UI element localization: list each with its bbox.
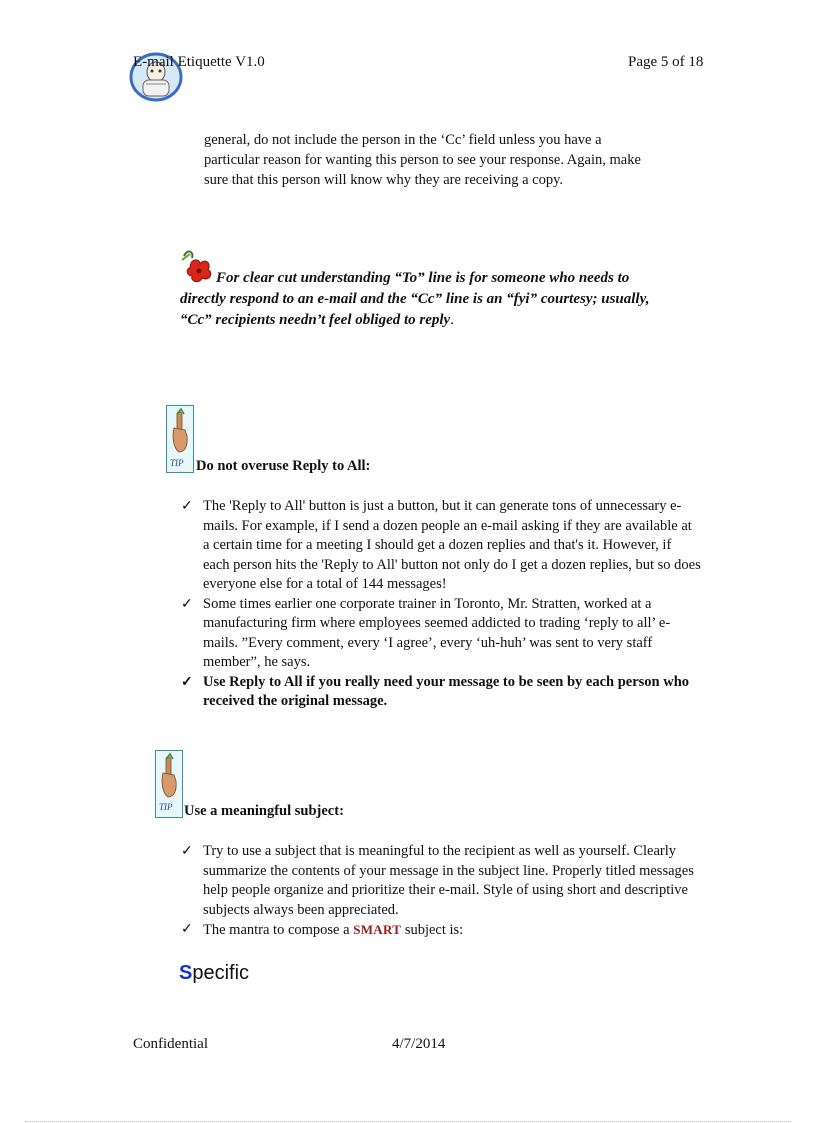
callout-line: For clear cut understanding “To” line is for someone who needs to — [216, 270, 630, 286]
reply-all-list — [181, 497, 701, 712]
smart-acronym: SMART — [353, 922, 402, 937]
callout-line: directly respond to an e-mail and the “Cc” line is an “fyi” courtesy; usually, — [180, 291, 650, 307]
subject-list — [181, 842, 701, 941]
page-boundary — [25, 1121, 791, 1122]
intro-line: sure that this person will know why they are receiving a copy. — [204, 172, 564, 188]
list-item: ✓ The 'Reply to All' button is just a button, but it can generate tons of unnecessary e-mails. For example, if I send a dozen people an e-mail asking if they are available at a certain time for a meeting I should get a dozen replies and that's it. However, if each person hits the 'Reply to All' button not only do I get a dozen replies, but so does everyone else for a total of 144 messages! — [181, 498, 701, 592]
tip-badge-label: TIP — [170, 458, 184, 468]
intro-paragraph — [204, 130, 724, 190]
footer-confidential: Confidential — [133, 1036, 208, 1052]
smart-word-specific: Specific — [179, 962, 250, 984]
list-item: ✓ The mantra to compose a SMART subject is: — [181, 922, 464, 938]
tip-badge-label: TIP — [159, 802, 173, 812]
checkmark-icon: ✓ — [181, 674, 193, 690]
checkmark-icon: ✓ — [181, 499, 193, 514]
intro-line: general, do not include the person in the ‘Cc’ field unless you have a — [204, 132, 602, 148]
list-item: ✓ Some times earlier one corporate trainer in Toronto, Mr. Stratten, worked at a manufacturing firm where employees seemed addicted to trading ‘reply to all’ e-mails. ”Every comment, every ‘I agree’, every ‘uh-huh’ was sent to very staff member”, he says. — [181, 595, 671, 670]
intro-line: particular reason for wanting this person to see your response. Again, make — [204, 152, 641, 168]
checkmark-icon: ✓ — [181, 922, 193, 937]
footer-date: 4/7/2014 — [392, 1036, 446, 1052]
document-title: E-mail Etiquette V1.0 — [133, 54, 265, 70]
callout-note — [180, 268, 700, 331]
section-heading-reply-all: Do not overuse Reply to All: — [196, 458, 371, 474]
callout-line: “Cc” recipients needn’t feel obliged to reply. — [180, 312, 454, 328]
list-item: ✓ Use Reply to All if you really need your message to be seen by each person who received the original message. — [181, 673, 690, 709]
list-item: ✓ Try to use a subject that is meaningful to the recipient as well as yourself. Clearly summarize the contents of your message in the subject line. Properly titled messages help people organize and prioritize their e-mail. Style of using short and descriptive subjects always been appreciated. — [181, 843, 694, 918]
page-number: Page 5 of 18 — [628, 54, 704, 70]
checkmark-icon: ✓ — [181, 596, 193, 612]
section-heading-subject: Use a meaningful subject: — [184, 803, 344, 819]
checkmark-icon: ✓ — [181, 844, 193, 859]
